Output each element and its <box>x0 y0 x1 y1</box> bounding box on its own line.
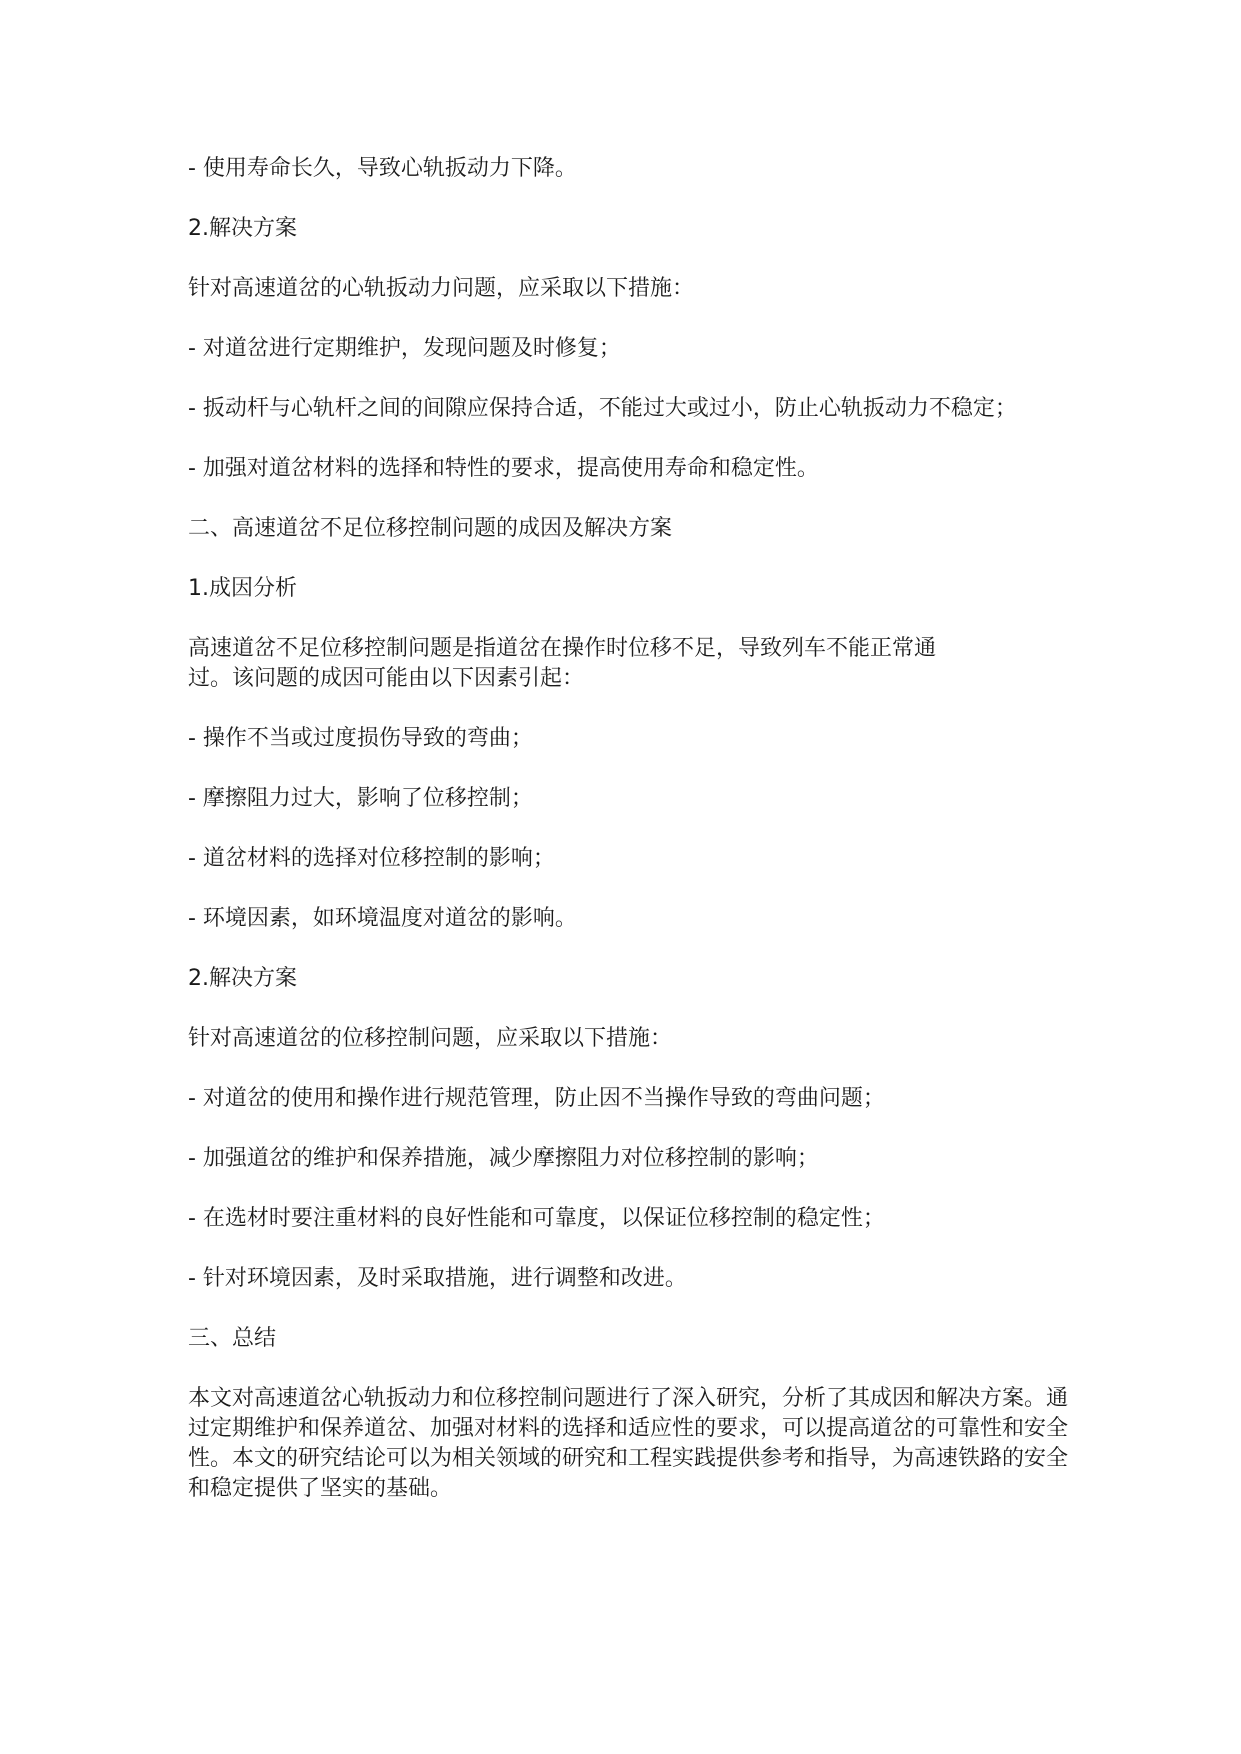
bullet-item: - 摩擦阻力过大，影响了位移控制； <box>188 786 533 811</box>
subsection-heading: 2.解决方案 <box>188 966 297 991</box>
bullet-item: - 加强道岔的维护和保养措施，减少摩擦阻力对位移控制的影响； <box>188 1146 819 1171</box>
bullet-item: - 对道岔进行定期维护，发现问题及时修复； <box>188 336 621 361</box>
bullet-item: - 环境因素，如环境温度对道岔的影响。 <box>188 906 577 931</box>
document-body <box>188 154 1078 1534</box>
bullet-item: - 道岔材料的选择对位移控制的影响； <box>188 846 555 871</box>
bullet-item: - 在选材时要注重材料的良好性能和可靠度，以保证位移控制的稳定性； <box>188 1206 885 1231</box>
bullet-item: - 针对环境因素，及时采取措施，进行调整和改进。 <box>188 1266 687 1291</box>
body-paragraph: 针对高速道岔的心轨扳动力问题，应采取以下措施： <box>188 276 695 301</box>
bullet-item: - 扳动杆与心轨杆之间的间隙应保持合适，不能过大或过小，防止心轨扳动力不稳定； <box>188 396 1017 421</box>
body-paragraph: 针对高速道岔的位移控制问题，应采取以下措施： <box>188 1026 673 1051</box>
bullet-item: - 操作不当或过度损伤导致的弯曲； <box>188 726 533 751</box>
summary-paragraph: 本文对高速道岔心轨扳动力和位移控制问题进行了深入研究，分析了其成因和解决方案。通过定期维护和保养道岔、加强对材料的选择和适应性的要求，可以提高道岔的可靠性和安全性。本文的研究结论可以为相关领域的研究和工程实践提供参考和指导，为高速铁路的安全和稳定提供了坚实的基础。 <box>188 1386 1069 1501</box>
subsection-heading: 1.成因分析 <box>188 576 297 601</box>
bullet-item: - 使用寿命长久，导致心轨扳动力下降。 <box>188 156 577 181</box>
bullet-item: - 对道岔的使用和操作进行规范管理，防止因不当操作导致的弯曲问题； <box>188 1086 885 1111</box>
section-heading: 二、高速道岔不足位移控制问题的成因及解决方案 <box>188 516 673 541</box>
subsection-heading: 2.解决方案 <box>188 216 297 241</box>
body-paragraph: 高速道岔不足位移控制问题是指道岔在操作时位移不足，导致列车不能正常通过。该问题的成因可能由以下因素引起： <box>188 636 937 691</box>
section-heading: 三、总结 <box>188 1326 277 1351</box>
bullet-item: - 加强对道岔材料的选择和特性的要求，提高使用寿命和稳定性。 <box>188 456 819 481</box>
